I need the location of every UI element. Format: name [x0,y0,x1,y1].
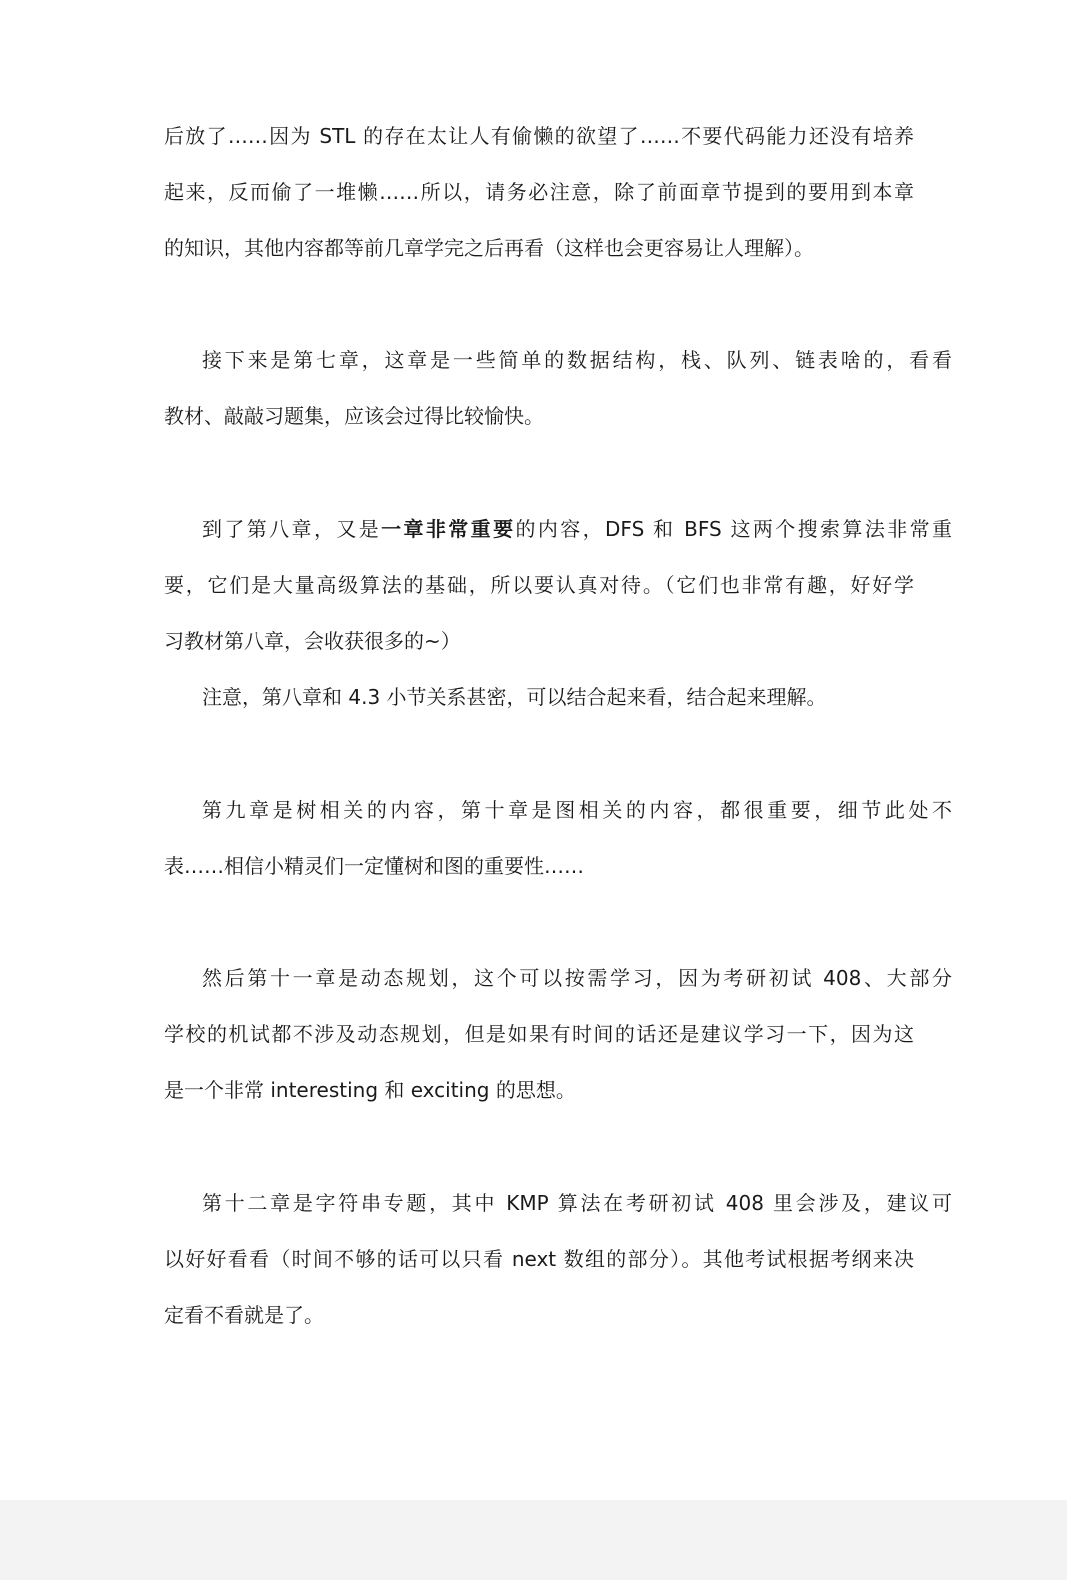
paragraph-2-line-1: 接下来是第七章，这章是一些简单的数据结构，栈、队列、链表啥的，看看 [202,348,952,372]
paragraph-1-line-3: 的知识，其他内容都等前几章学完之后再看（这样也会更容易让人理解）。 [164,236,814,260]
paragraph-1-line-1: 后放了……因为 STL 的存在太让人有偷懒的欲望了……不要代码能力还没有培养 [164,124,914,148]
paragraph-6-line-3: 是一个非常 interesting 和 exciting 的思想。 [164,1078,576,1102]
paragraph-2-line-2: 教材、敲敲习题集，应该会过得比较愉快。 [164,404,544,428]
paragraph-7-line-2: 以好好看看（时间不够的话可以只看 next 数组的部分）。其他考试根据考纲来决 [164,1247,914,1271]
paragraph-5-line-1: 第九章是树相关的内容，第十章是图相关的内容，都很重要，细节此处不 [202,798,952,822]
paragraph-1-line-2: 起来，反而偷了一堆懒……所以，请务必注意，除了前面章节提到的要用到本章 [164,180,914,204]
bottom-gray-band [0,1500,1067,1580]
paragraph-5-line-2: 表……相信小精灵们一定懂树和图的重要性…… [164,854,584,878]
paragraph-7-line-3: 定看不看就是了。 [164,1303,324,1327]
paragraph-4-line-1: 注意，第八章和 4.3 小节关系甚密，可以结合起来看，结合起来理解。 [202,685,827,709]
paragraph-6-line-2: 学校的机试都不涉及动态规划，但是如果有时间的话还是建议学习一下，因为这 [164,1022,914,1046]
paragraph-3-text-post: 的内容，DFS 和 BFS 这两个搜索算法非常重 [515,517,952,541]
paragraph-3-line-1 [164,501,952,557]
paragraph-6-line-1: 然后第十一章是动态规划，这个可以按需学习，因为考研初试 408、大部分 [202,966,952,990]
paragraph-3-line-3: 习教材第八章，会收获很多的~） [164,629,461,653]
paragraph-3-line-2: 要，它们是大量高级算法的基础，所以要认真对待。（它们也非常有趣，好好学 [164,573,914,597]
paragraph-3-emphasis: 一章非常重要 [381,517,516,541]
paragraph-3-text-pre: 到了第八章，又是 [202,517,382,541]
paragraph-7-line-1: 第十二章是字符串专题，其中 KMP 算法在考研初试 408 里会涉及，建议可 [202,1191,952,1215]
